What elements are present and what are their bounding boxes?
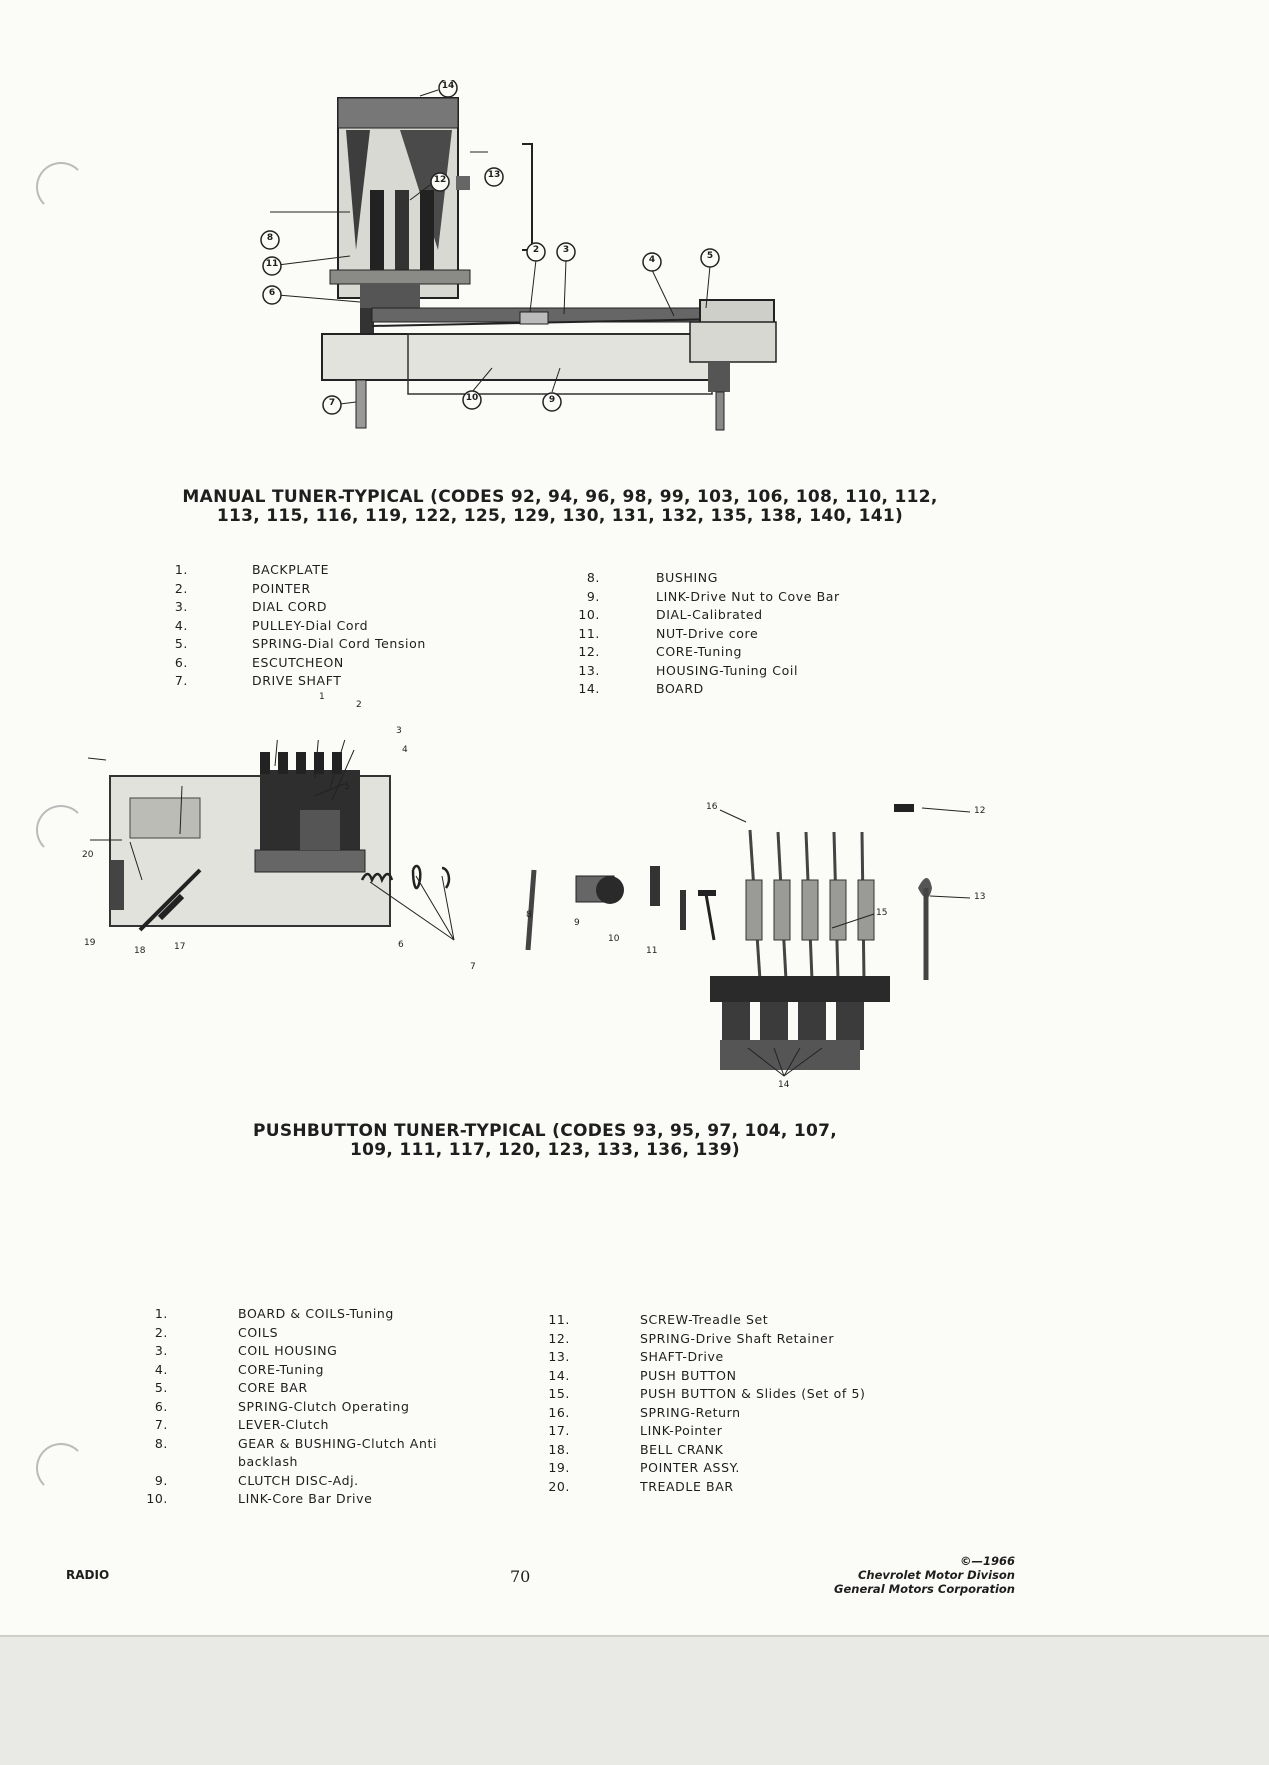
part-number: 10. — [146, 1491, 168, 1506]
parts-list-item — [148, 562, 478, 581]
callout-4: 4 — [402, 745, 408, 755]
section-label: RADIO — [66, 1568, 110, 1582]
callout-8: 8 — [526, 910, 532, 920]
callout-15: 15 — [876, 908, 888, 918]
callout-6: 6 — [268, 288, 276, 298]
parts-list-item — [128, 1362, 488, 1381]
parts-list-item — [128, 1436, 488, 1455]
parts-list-item — [128, 1380, 488, 1399]
part-name: CORE-Tuning — [238, 1361, 325, 1377]
part-name: SHAFT-Drive — [640, 1349, 724, 1364]
parts-list-item — [128, 1417, 488, 1436]
part-name: PUSH BUTTON — [640, 1367, 737, 1383]
parts-list-item — [148, 636, 478, 655]
part-number: 10. — [578, 607, 600, 622]
part-number: 15. — [548, 1386, 570, 1401]
part-number: 14. — [548, 1367, 570, 1383]
part-number: 3. — [174, 599, 188, 614]
binder-hole — [36, 1443, 86, 1493]
parts-list-item — [530, 1405, 950, 1424]
callout-8: 8 — [266, 233, 274, 243]
parts-list-item — [530, 1442, 950, 1461]
callout-2: 2 — [356, 700, 362, 710]
callout-2: 2 — [532, 245, 540, 255]
part-name: BELL CRANK — [640, 1441, 724, 1457]
parts-list-item — [560, 570, 920, 589]
parts-list-item — [560, 589, 920, 608]
part-number: 11. — [578, 625, 600, 641]
part-name: SPRING-Return — [640, 1404, 741, 1420]
callout-10: 10 — [608, 934, 620, 944]
parts-list-item — [128, 1491, 488, 1510]
part-name: BOARD & COILS-Tuning — [238, 1306, 394, 1321]
callout-7: 7 — [328, 398, 336, 408]
division-name: Chevrolet Motor Divison — [857, 1568, 1015, 1582]
part-name: CLUTCH DISC-Adj. — [238, 1472, 359, 1488]
part-name: POINTER ASSY. — [640, 1460, 740, 1475]
parts-list-item — [530, 1349, 950, 1368]
manual-parts-list-right — [560, 570, 920, 700]
part-name: TREADLE BAR — [640, 1478, 734, 1494]
part-name: NUT-Drive core — [656, 625, 759, 641]
part-name: backlash — [238, 1454, 299, 1469]
callout-9: 9 — [574, 918, 580, 928]
callout-5: 5 — [344, 782, 350, 792]
parts-list-item — [530, 1331, 950, 1350]
part-number: 12. — [578, 644, 600, 659]
callout-9: 9 — [548, 395, 556, 405]
caption-line: MANUAL TUNER-TYPICAL (CODES 92, 94, 96, 98, 99, 103, 106, 108, 110, 112, — [182, 487, 938, 507]
part-name: LINK-Core Bar Drive — [238, 1491, 373, 1506]
part-name: CORE-Tuning — [656, 644, 743, 659]
part-number: 2. — [174, 580, 188, 596]
part-name: SPRING-Dial Cord Tension — [252, 636, 426, 651]
parts-list-item — [530, 1368, 950, 1387]
parts-list-item — [530, 1423, 950, 1442]
callout-10: 10 — [465, 393, 479, 403]
part-name: LINK-Pointer — [640, 1423, 723, 1438]
part-number: 7. — [174, 673, 188, 688]
callout-3: 3 — [396, 726, 402, 736]
part-number: 5. — [154, 1380, 168, 1395]
copyright-year: ©—1966 — [959, 1554, 1015, 1568]
callout-3: 3 — [562, 245, 570, 255]
part-number: 1. — [174, 562, 188, 577]
part-number: 11. — [548, 1312, 570, 1327]
callout-13: 13 — [974, 892, 986, 902]
part-number: 7. — [154, 1417, 168, 1432]
callout-12: 12 — [433, 175, 447, 185]
callout-19: 19 — [84, 938, 96, 948]
parts-list-item — [560, 681, 920, 700]
parts-list-item — [148, 618, 478, 637]
callout-18: 18 — [134, 946, 146, 956]
caption-line: PUSHBUTTON TUNER-TYPICAL (CODES 93, 95, 97, 104, 107, — [252, 1121, 838, 1141]
part-name: COILS — [238, 1324, 279, 1340]
part-name: SCREW-Treadle Set — [640, 1312, 769, 1327]
caption-line: 109, 111, 117, 120, 123, 133, 136, 139) — [350, 1140, 740, 1160]
copyright-block — [770, 1554, 1015, 1596]
part-name: SPRING-Clutch Operating — [238, 1398, 410, 1414]
part-name: LINK-Drive Nut to Cove Bar — [656, 588, 840, 604]
callout-4: 4 — [648, 255, 656, 265]
parts-list-item — [128, 1473, 488, 1492]
callout-7: 7 — [470, 962, 476, 972]
pushbutton-parts-list-left — [128, 1306, 488, 1510]
part-number: 6. — [174, 654, 188, 670]
parts-list-item — [128, 1399, 488, 1418]
callout-13: 13 — [487, 170, 501, 180]
part-name: BACKPLATE — [252, 562, 330, 577]
callout-11: 11 — [265, 259, 279, 269]
parts-list-item — [560, 607, 920, 626]
part-number: 4. — [154, 1361, 168, 1377]
part-number: 4. — [174, 617, 188, 633]
part-name: HOUSING-Tuning Coil — [656, 662, 799, 678]
part-name: SPRING-Drive Shaft Retainer — [640, 1330, 835, 1346]
parts-list-item — [148, 581, 478, 600]
parts-list-item — [128, 1325, 488, 1344]
parts-list-item — [530, 1312, 950, 1331]
part-name: DIAL CORD — [252, 599, 328, 614]
part-name: GEAR & BUSHING-Clutch Anti — [238, 1435, 438, 1451]
manual-tuner-caption — [180, 488, 940, 526]
parts-list-item — [560, 644, 920, 663]
manual-tuner-callouts — [260, 80, 880, 480]
part-number: 1. — [154, 1306, 168, 1321]
part-number: 17. — [548, 1423, 570, 1438]
caption-line: 113, 115, 116, 119, 122, 125, 129, 130, 131, 132, 135, 138, 140, 141) — [216, 506, 904, 526]
part-number: 8. — [154, 1435, 168, 1451]
part-name: BOARD — [656, 681, 704, 696]
part-number: 9. — [586, 588, 600, 604]
parts-list-item — [530, 1460, 950, 1479]
part-number: 13. — [548, 1349, 570, 1364]
part-number: 3. — [154, 1343, 168, 1358]
pushbutton-parts-list-right — [530, 1312, 950, 1497]
part-name: BUSHING — [656, 570, 718, 585]
parts-list-item — [128, 1306, 488, 1325]
part-name: CORE BAR — [238, 1380, 308, 1395]
part-number: 8. — [586, 570, 600, 585]
manual-parts-list-left — [148, 562, 478, 692]
part-number: 5. — [174, 636, 188, 651]
part-name: POINTER — [252, 580, 311, 596]
callout-20: 20 — [82, 850, 94, 860]
callout-1: 1 — [319, 692, 325, 702]
parts-list-item — [128, 1343, 488, 1362]
parts-list-item — [148, 599, 478, 618]
callout-14: 14 — [778, 1080, 790, 1090]
part-number: 6. — [154, 1398, 168, 1414]
parts-list-item — [128, 1454, 488, 1473]
page-number: 70 — [510, 1567, 531, 1586]
parts-list-item — [148, 673, 478, 692]
callout-12: 12 — [974, 806, 986, 816]
part-number: 20. — [548, 1478, 570, 1494]
part-number: 16. — [548, 1404, 570, 1420]
callout-6: 6 — [398, 940, 404, 950]
parts-list-item — [148, 655, 478, 674]
part-number: 2. — [154, 1324, 168, 1340]
callout-5: 5 — [706, 251, 714, 261]
callout-17: 17 — [174, 942, 186, 952]
parts-list-item — [560, 663, 920, 682]
parts-list-item — [530, 1386, 950, 1405]
pushbutton-tuner-caption — [235, 1122, 855, 1160]
binder-hole — [36, 162, 86, 212]
part-name: COIL HOUSING — [238, 1343, 338, 1358]
part-name: DRIVE SHAFT — [252, 673, 342, 688]
part-number: 18. — [548, 1441, 570, 1457]
callout-11: 11 — [646, 946, 658, 956]
callout-16: 16 — [706, 802, 718, 812]
part-number: 13. — [578, 662, 600, 678]
parts-list-item — [530, 1479, 950, 1498]
part-number: 12. — [548, 1330, 570, 1346]
part-name: PUSH BUTTON & Slides (Set of 5) — [640, 1386, 866, 1401]
callout-14: 14 — [441, 81, 455, 91]
part-number: 19. — [548, 1460, 570, 1475]
corporation-name: General Motors Corporation — [834, 1582, 1015, 1596]
part-number: 9. — [154, 1472, 168, 1488]
part-name: ESCUTCHEON — [252, 654, 344, 670]
part-name: DIAL-Calibrated — [656, 607, 763, 622]
part-name: LEVER-Clutch — [238, 1417, 330, 1432]
part-number: 14. — [578, 681, 600, 696]
part-name: PULLEY-Dial Cord — [252, 617, 369, 633]
parts-list-item — [560, 626, 920, 645]
